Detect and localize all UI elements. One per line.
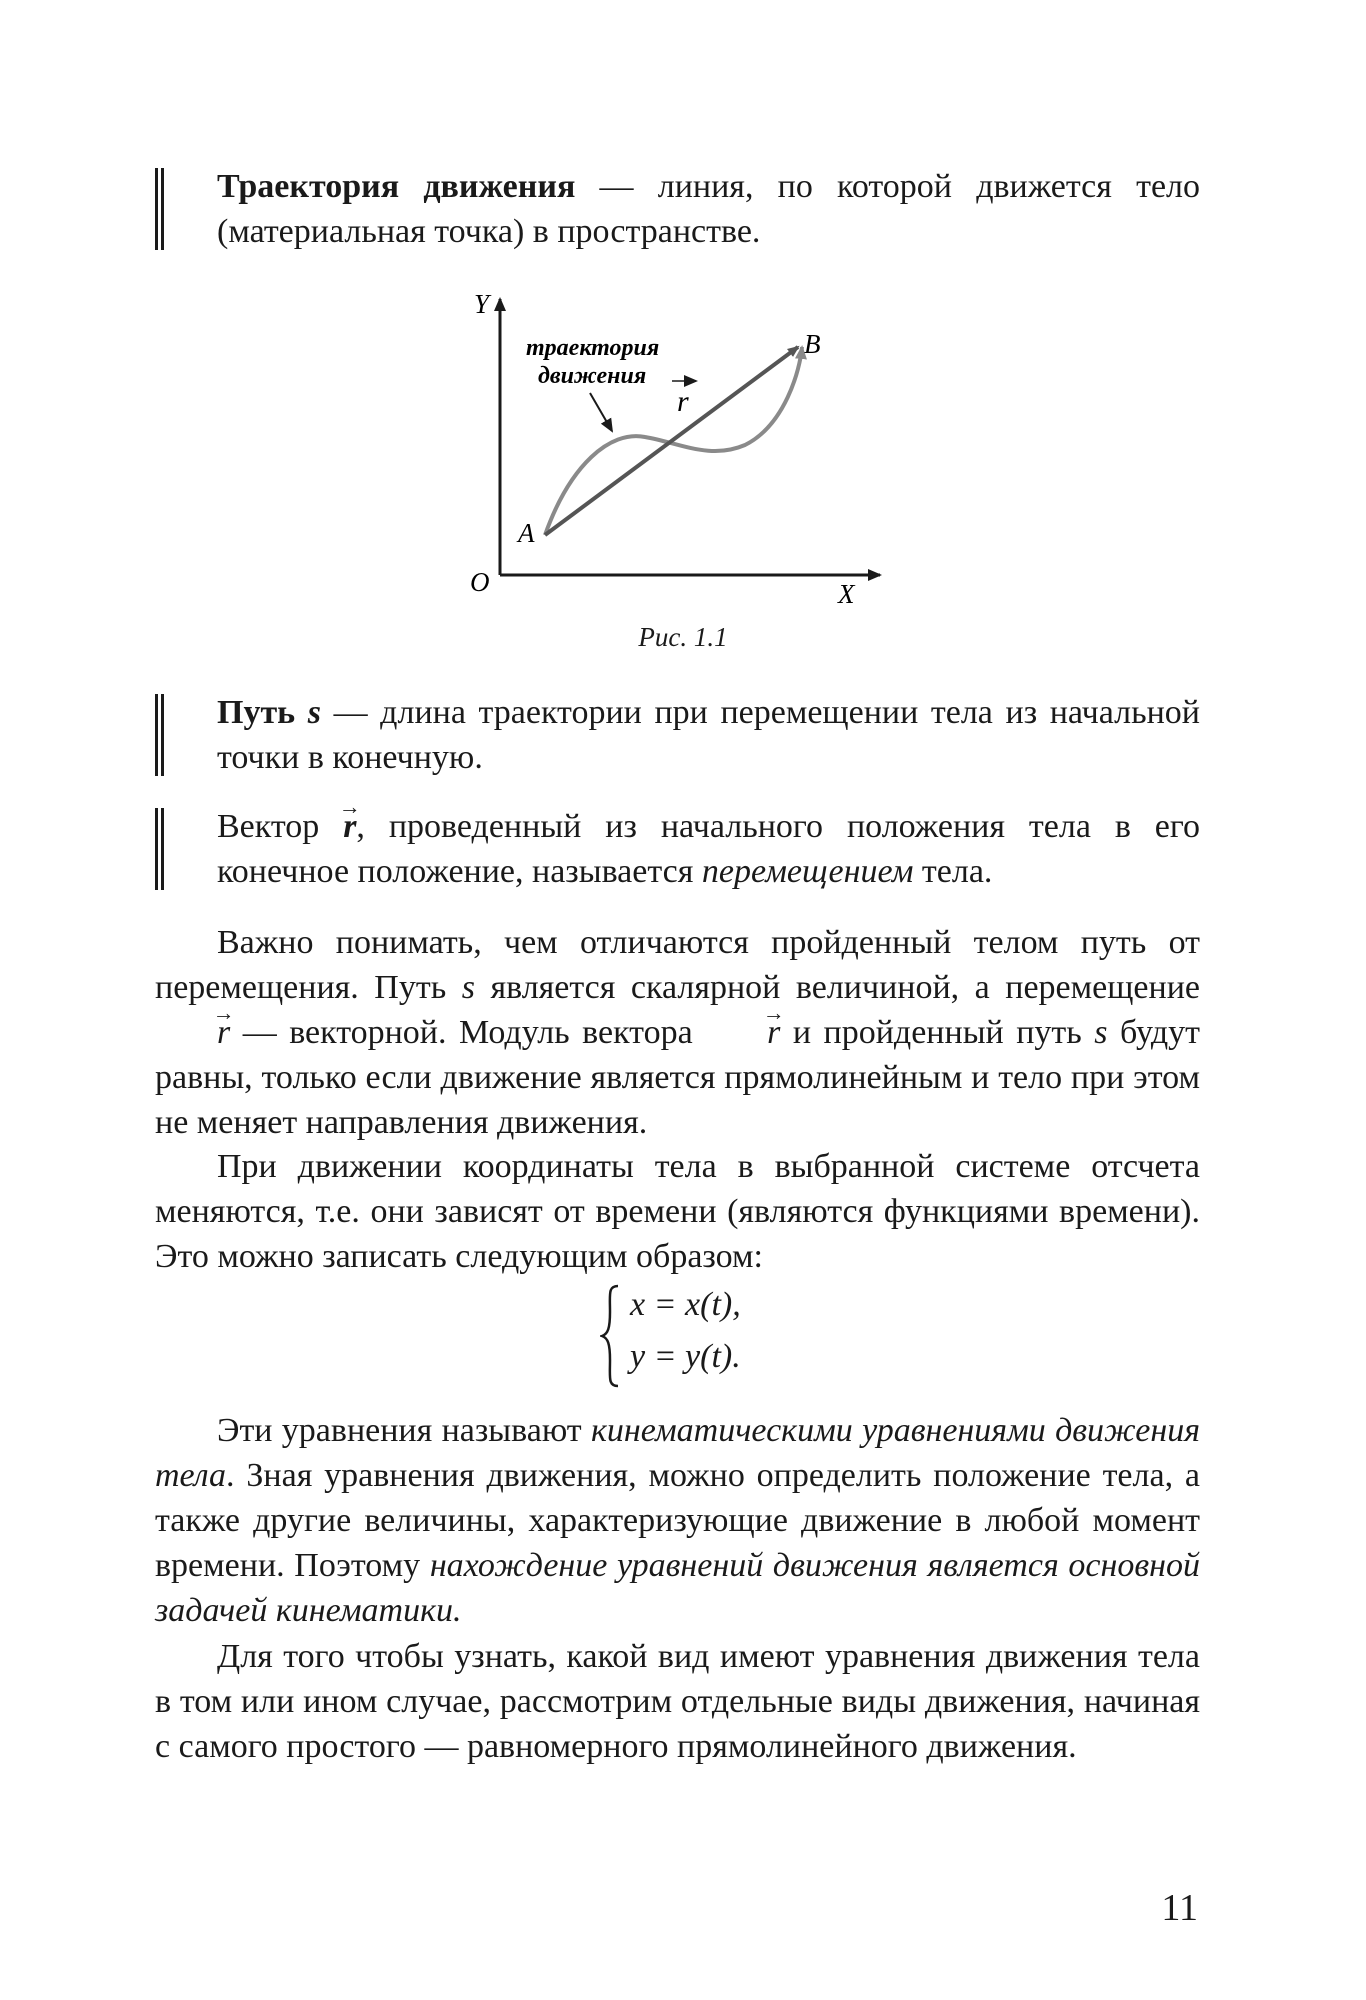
- para1-text-1: Важно понимать, чем отличаются пройденный телом путь от перемещения. Путь: [155, 924, 1200, 1006]
- paragraph-kinematic-equations: [155, 1408, 1200, 1633]
- equation-x: x = x(t),: [630, 1286, 741, 1323]
- paragraph-path-vs-displacement: [155, 920, 1200, 1145]
- curly-brace-icon: [600, 1282, 622, 1390]
- paragraph-types-of-motion: Для того чтобы узнать, какой вид имеют уравнения движения тела в том или ином случае, рассмотрим отдельные виды движения, начиная с самого простого — равномерного прямолинейного движения.: [155, 1638, 1200, 1765]
- trajectory-label-line1: траектория: [526, 335, 660, 361]
- x-axis-label: X: [838, 579, 855, 609]
- y-axis-label: Y: [474, 289, 490, 319]
- trajectory-label-line2: движения: [538, 363, 647, 389]
- symbol-s-inline-2: s: [1094, 1014, 1108, 1051]
- symbol-r-inline-2: → r: [705, 1010, 780, 1055]
- term-kinematic-equations: кинематическими уравнениями движения тела: [155, 1412, 1200, 1494]
- symbol-s-inline: s: [461, 969, 475, 1006]
- definition-displacement-pre: Вектор: [217, 808, 344, 845]
- para1-text-4: и пройденный путь: [780, 1014, 1095, 1051]
- point-b-label: B: [804, 329, 821, 359]
- equation-y: y = y(t).: [630, 1338, 741, 1375]
- figure-caption: Рис. 1.1: [638, 622, 728, 652]
- term-path: Путь: [217, 694, 296, 731]
- origin-label: O: [470, 567, 490, 597]
- paragraph-coordinates: При движении координаты тела в выбранной системе отсчета меняются, т.е. они зависят от времени (являются функциями времени). Это можно записать следующим образом:: [155, 1148, 1200, 1275]
- para3-text-2: . Зная уравнения движения, можно определить положение тела, а также другие величины, характеризующие движение в любой момент времени. Поэтому: [155, 1457, 1200, 1584]
- term-trajectory: Траектория движения: [217, 168, 576, 205]
- para1-text-5: будут равны, только если движение является прямолинейным и тело при этом не меняет направления движения.: [155, 1014, 1200, 1141]
- definition-trajectory-text: — линия, по которой движется тело (материальная точка) в пространстве.: [217, 168, 1200, 250]
- point-a-label: A: [518, 518, 535, 548]
- definition-path: [155, 690, 1200, 780]
- page-number: 11: [1161, 1887, 1198, 1929]
- trajectory-label-pointer: [590, 393, 612, 431]
- definition-displacement-mid: , проведенный из начального положения тела в его конечное положение, называется: [217, 808, 1201, 890]
- definition-displacement: [155, 804, 1200, 894]
- symbol-r-inline: → r: [155, 1010, 230, 1055]
- equation-system: [600, 1282, 860, 1392]
- term-displacement: перемещением: [701, 853, 914, 890]
- figure-trajectory-diagram: [440, 285, 910, 625]
- definition-trajectory: [155, 164, 1200, 254]
- term-main-task: нахождение уравнений движения является основной задачей кинематики.: [155, 1547, 1200, 1629]
- vector-r-label: r: [677, 385, 689, 418]
- symbol-s: s: [307, 694, 321, 731]
- symbol-r-vector: → r: [343, 804, 356, 849]
- definition-displacement-post: тела.: [913, 853, 993, 890]
- definition-path-text: — длина траектории при перемещении тела из начальной точки в конечную.: [217, 694, 1201, 776]
- para1-text-2: является скалярной величиной, а перемещение: [474, 969, 1201, 1006]
- para3-text-1: Эти уравнения называют: [217, 1412, 591, 1449]
- para1-text-3: — векторной. Модуль вектора: [230, 1014, 706, 1051]
